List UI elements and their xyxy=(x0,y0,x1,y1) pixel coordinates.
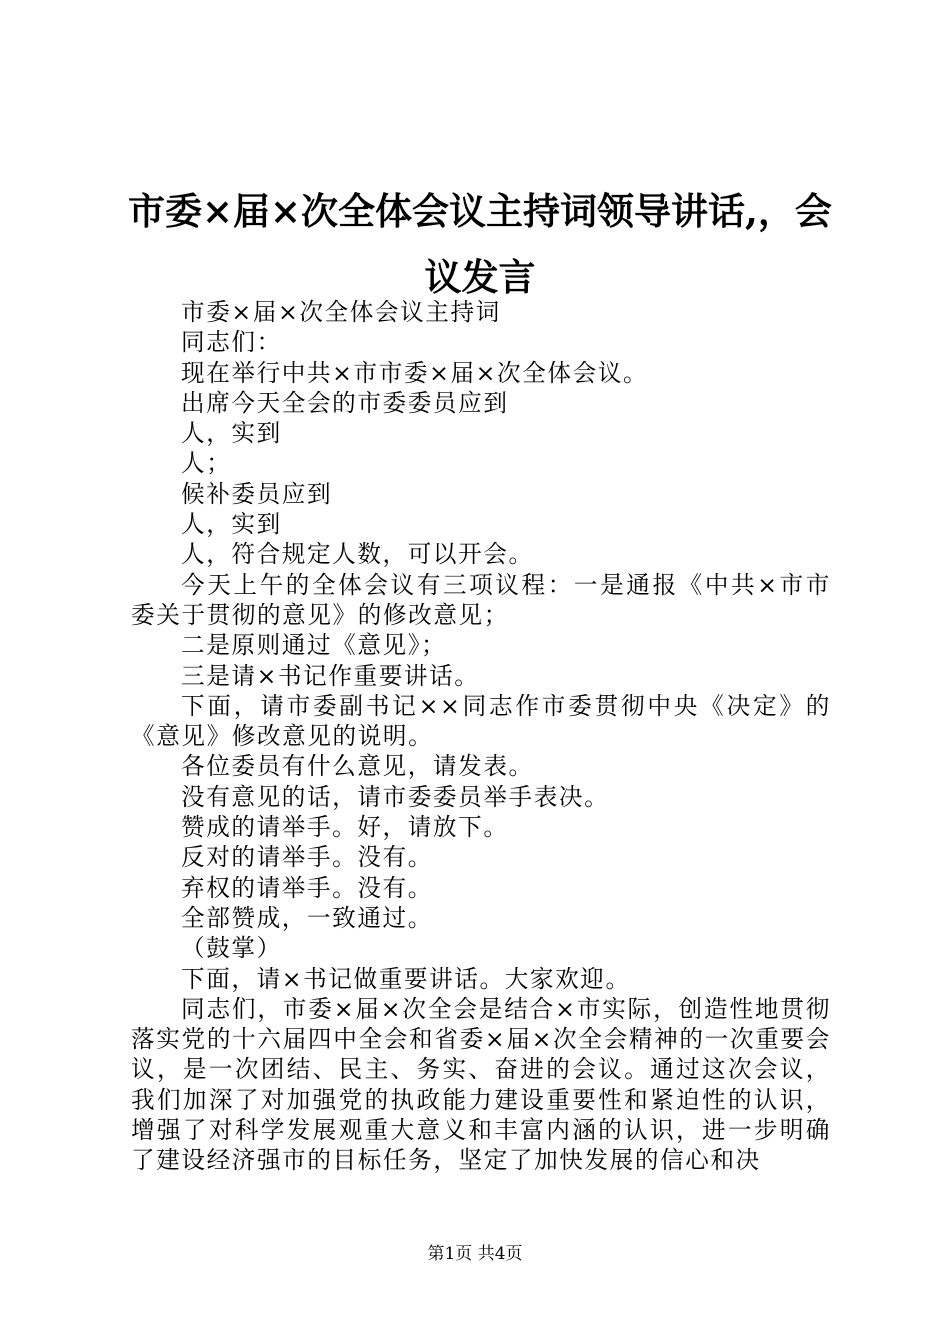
paragraph: 候补委员应到 xyxy=(181,479,333,508)
paragraph: （鼓掌） xyxy=(181,934,282,963)
paragraph: 弃权的请举手。没有。 xyxy=(181,873,433,902)
paragraph: 二是原则通过《意见》； xyxy=(181,631,447,660)
paragraph: 赞成的请举手。好，请放下。 xyxy=(181,813,509,842)
paragraph: 没有意见的话，请市委委员举手表决。 xyxy=(181,782,610,811)
paragraph: 全部赞成，一致通过。 xyxy=(181,903,433,932)
paragraph: 市委×届×次全体会议主持词 xyxy=(181,298,501,326)
paragraph: 出席今天全会的市委委员应到 xyxy=(181,388,509,417)
paragraph: 同志们，市委×届×次全会是结合×市实际，创造性地贯彻落实党的十六届四中全会和省委×届×次全会精神的一次重要会议，是一次团结、民主、务实、奋进的会议。通过这次会议，我们加深了对加强党的执政能力建设重要性和紧迫性的认识，增强了对科学发展观重大意义和丰富内涵的认识，进一步明确了建设经济强市的目标任务，坚定了加快发展的信心和决 xyxy=(131,994,831,1175)
paragraph: 人，符合规定人数，可以开会。 xyxy=(181,540,534,569)
paragraph: 现在举行中共×市市委×届×次全体会议。 xyxy=(181,358,649,387)
paragraph: 人； xyxy=(181,449,232,478)
page-footer: 第1页 共4页 xyxy=(427,1244,523,1264)
paragraph: 反对的请举手。没有。 xyxy=(181,843,433,872)
paragraph: 各位委员有什么意见，请发表。 xyxy=(181,752,534,781)
paragraph: 人，实到 xyxy=(181,510,282,539)
paragraph: 今天上午的全体会议有三项议程：一是通报《中共×市市委关于贯彻的意见》的修改意见； xyxy=(131,570,831,629)
paragraph: 三是请×书记作重要讲话。 xyxy=(181,661,480,690)
document-body xyxy=(131,297,831,1176)
paragraph: 下面，请×书记做重要讲话。大家欢迎。 xyxy=(181,964,631,993)
paragraph: 同志们： xyxy=(181,328,282,357)
document-title: 市委×届×次全体会议主持词领导讲话,，会议发言 xyxy=(128,189,832,299)
paragraph: 下面，请市委副书记××同志作市委贯彻中央《决定》的《意见》修改意见的说明。 xyxy=(131,691,831,751)
paragraph: 人，实到 xyxy=(181,419,282,448)
